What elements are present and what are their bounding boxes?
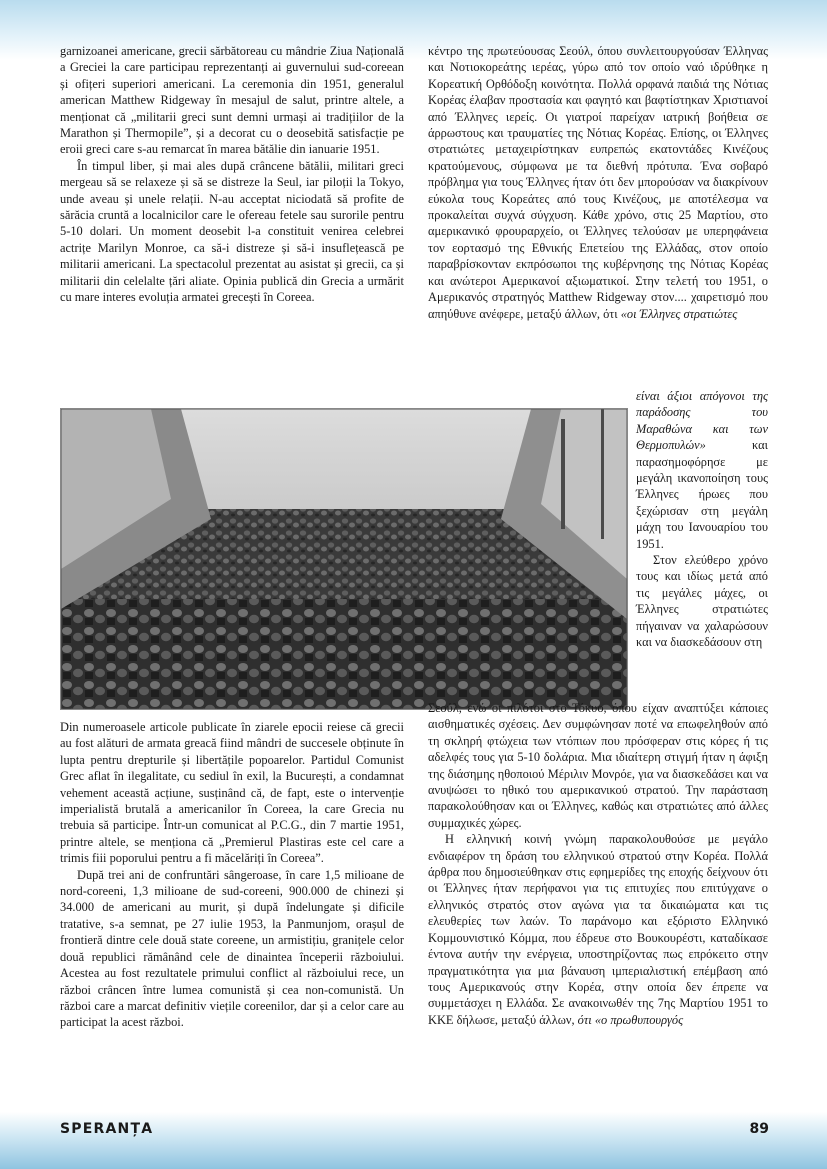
left-paragraph-1: garnizoanei americane, grecii sărbătoreau cu mândrie Ziua Națională a Greciei la care participau reprezentanți ai guvernului sud-coreean și ofițeri superiori americani. La ceremonia din 1951, generalul american Matthew Ridgeway în mesajul de salut, printre altele, a menționat că „militarii greci sunt demni urmași ai tradițiilor de la Marathon și Thermopile”, și a decorat cu o deosebită satisfacție pe eroii greci care s-au remarcat în marea bătălie din ianuarie 1951.	[60, 44, 404, 157]
right-wrap-quote: είναι άξιοι απόγονοι της παράδοσης του Μαραθώνα και των Θερμοπυλών»	[636, 389, 768, 453]
right-column-wrap-text	[636, 388, 768, 651]
right-paragraph-3-quote: ότι «ο πρωθυπουργός	[577, 1012, 684, 1027]
troops-on-ship-photo	[60, 408, 628, 710]
photo-illustration	[61, 409, 627, 709]
right-paragraph-2: Σεούλ, ενώ οι πιλότοι στο Τόκυο, όπου είχαν αναπτύξει κάποιες αισθηματικές σχέσεις. Δεν συμφώνησαν ποτέ να επωφεληθούν από τη σκληρή φτώχεια των ντόπιων που πρόσφεραν στις κόρες ή τις αδελφές τους για 5-10 δολάρια. Μια ιδιαίτερη στιγμή ήταν η άφιξη της διάσημης ηθοποιού Μέριλιν Μονρόε, για να διασκεδάσει και να ανυψώσει το ηθικό του αμερικανικού στρατού. Την παράσταση παρακολούθησαν και οι Έλληνες, καθώς και στρατιώτες από άλλες συμμαχικές χώρες.	[428, 701, 768, 830]
magazine-title: SPERANȚA	[60, 1121, 154, 1137]
right-paragraph-1-quote: «οι Έλληνες στρατιώτες	[620, 306, 738, 321]
right-paragraph-1	[428, 43, 768, 322]
right-wrap-text: και παρασημοφόρησε με μεγάλη ικανοποίηση τους Έλληνες ήρωες που ξεχώρισαν στη μεγάλη μάχη του Ιανουαρίου του 1951.	[636, 438, 768, 551]
left-paragraph-2: În timpul liber, și mai ales după crâncene bătălii, militari greci mergeau să se relaxeze și să se distreze la Seul, iar piloții la Tokyo, unde aveau și unele relații. N-au acceptat niciodată să profite de sărăcia cruntă a localnicilor care le ofereau fetele sau surorile pentru 5-10 dolari. Un moment deosebit l-a constituit venirea celebrei actrițe Marilyn Monroe, ca să-i distreze și să-i insuflețească pe militarii americani. La spectacolul prezentat au asistat și grecii, ca și militarii din celelalte țări aliate. Opinia publică din Grecia a urmărit cu mare interes evoluția armatei grecești în Coreea.	[60, 158, 404, 305]
right-paragraph-3-text: Η ελληνική κοινή γνώμη παρακολουθούσε με μεγάλο ενδιαφέρον τη δράση του ελληνικού στρατού στην Κορέα. Πολλά άρθρα που δημοσιεύθηκαν στις εφημερίδες της εποχής δείχνουν ότι οι Έλληνες ήταν περήφανοι για τις επιτυχίες που επιτύγχανε ο ελληνικός στρατός στον αγώνα για τα δικαιώματα και τις ελευθερίες των λαών. Το παράνομο και εξόριστο Ελληνικό Κομμουνιστικό Κόμμα, που έδρευε στο Βουκουρέστι, καταδίκασε έντονα αυτήν την ενέργεια, υποστηρίζοντας πως επρόκειτο στην πραγματικότητα για μια βάναυση ιμπεριαλιστική επέμβαση από τους Αμερικανούς στην Κορέα, στην οποία δεν έπρεπε να συμμετάσχει η Ελλάδα. Σε ανακοινωθέν της 7ης Μαρτίου 1951 το ΚΚΕ δήλωσε, μεταξύ άλλων,	[428, 832, 768, 1027]
right-wrap-paragraph-1	[636, 388, 768, 552]
right-wrap-paragraph-2: Στον ελεύθερο χρόνο τους και ιδίως μετά από τις μεγάλες μάχες, οι Έλληνες στρατιώτες πήγαιναν να χαλαρώσουν και να διασκεδάσουν στη	[636, 553, 768, 650]
left-column-top-text	[60, 43, 404, 306]
page-number: 89	[749, 1121, 769, 1137]
right-column-bottom-text	[428, 700, 768, 1028]
left-paragraph-4: După trei ani de confruntări sângeroase, în care 1,5 milioane de nord-coreeni, 1,3 milioane de sud-coreeni, 900.000 de chinezi și 34.000 de americani au murit, și după îndelungate și dificile tratative, s-a semnat, pe 27 iulie 1953, la Panmunjom, orașul de frontieră dintre cele două state coreene, un armistițiu, granițele celor două republici rămânând cele de dinaintea începerii războiului. Acestea au fost rezultatele primului conflict al războiului rece, un război crâncen între lumea comunistă și cea non-comunistă. Un război care a marcat definitiv viețile coreenilor, dar și a celor care au participat la acest război.	[60, 867, 404, 1030]
right-paragraph-3	[428, 831, 768, 1028]
right-column-top-text	[428, 43, 768, 322]
left-paragraph-3: Din numeroasele articole publicate în ziarele epocii reiese că grecii au fost alături de armata greacă fiind mândri de succesele obținute în lupta pentru drepturile și libertățile popoarelor. Partidul Comunist Grec aflat în ilegalitate, cu sediul în exil, la București, a condamnat vehement această acțiune, susținând că, de fapt, este o intervenție imperialistă brutală a americanilor în Coreea, la care Grecia nu trebuia să participe. Într-un comunicat al P.C.G., din 7 martie 1951, printre altele, se menționa că „Premierul Plastiras este cel care a trimis fiii poporului pentru a fi măcelăriți în Coreea”.	[60, 720, 404, 866]
right-paragraph-1-text: κέντρο της πρωτεύουσας Σεούλ, όπου συνλειτουργούσαν Έλληνας και Νοτιοκορεάτης ιερέας, γύρω από τον οποίο ναό ιδρύθηκε η Κορεατική Ορθόδοξη κοινότητα. Πολλά ορφανά παιδιά της Νότιας Κορέας έλαβαν προστασία και φαγητό και βαφτίστηκαν Χριστιανοί από Έλληνες ιερείς. Οι γιατροί παρείχαν ιατρική βοήθεια σε άρρωστους και τραυματίες της Νότιας Κορέας. Επίσης, οι Έλληνες στρατιώτες μεταχειρίστηκαν ευπρεπώς εκατοντάδες Κινέζους κρατούμενους, σύμφωνα με τα διεθνή πρότυπα. Ένα σοβαρό πρόβλημα για τους Έλληνες ήταν ότι δεν μπορούσαν να διακρίνουν εύκολα τους Κορεάτες από τους Κινέζους, με αποτέλεσμα να προκαλείται συχνά σύγχυση. Κάθε χρόνο, στις 25 Μαρτίου, στο αμερικανικό φρουραρχείο, οι Έλληνες τελούσαν με υπερηφάνεια τον εορτασμό της Εθνικής Επετείου της Ελλάδας, στον οποίο παραβρίσκονταν εκπρόσωποι της κυβέρνησης της Νότιας Κορέας και ανώτεροι Αμερικανοί αξιωματικοί. Στην τελετή του 1951, ο Αμερικανός στρατηγός Matthew Ridgeway στον.... χαιρετισμό που απηύθυνε ανέφερε, μεταξύ άλλων, ότι	[428, 44, 768, 321]
left-column-bottom-text	[60, 719, 404, 1031]
